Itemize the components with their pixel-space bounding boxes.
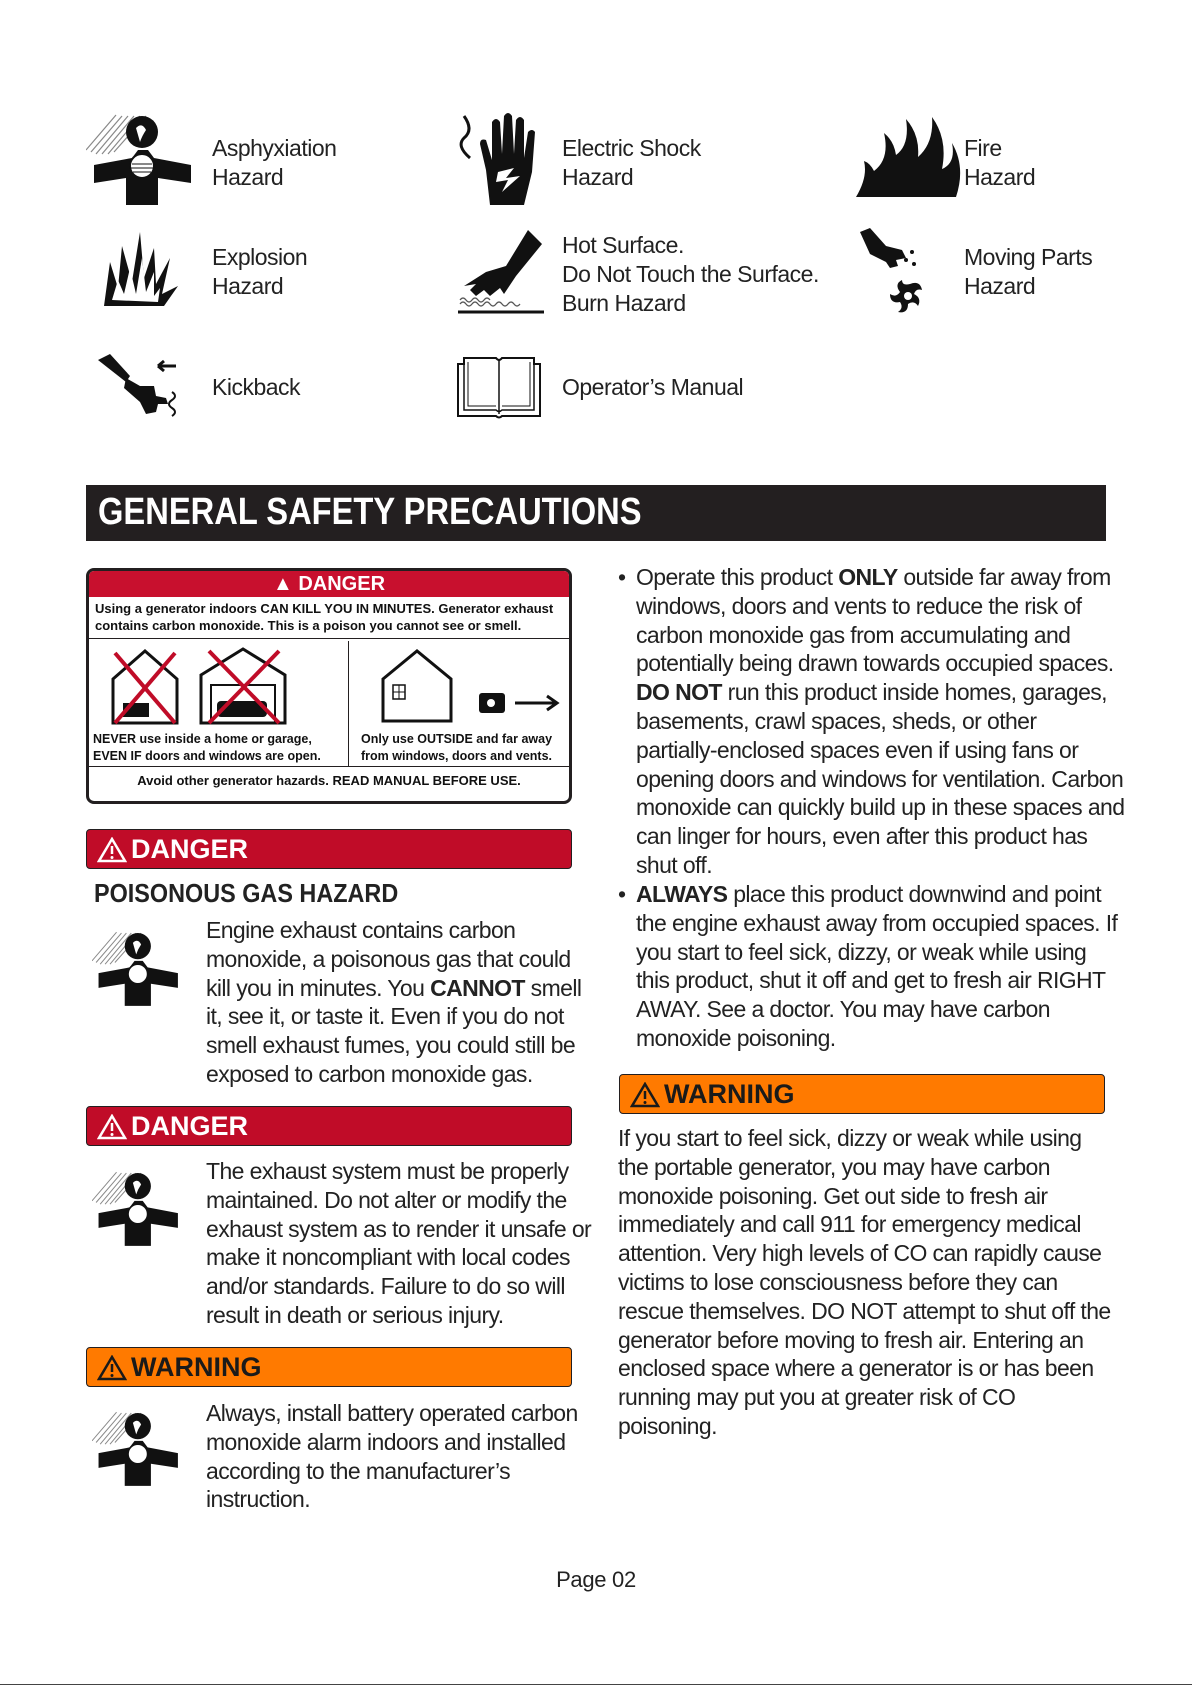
indoor-caption: NEVER use inside a home or garage, EVEN IF doors and windows are open. [93,732,321,763]
hazard-label: Explosion Hazard [212,244,308,299]
warning-signal-bar: WARNING [619,1074,1105,1114]
warning-triangle-icon [630,1082,660,1108]
asphyxiation-icon [92,922,182,1012]
asphyxiation-icon [92,1162,182,1252]
garage-crossed-icon [197,645,289,727]
hazard-label: Electric Shock Hazard [562,135,701,190]
danger-label-header: ▲ DANGER [89,571,569,597]
kickback-icon [96,352,186,422]
outdoor-caption: Only use OUTSIDE and far away from windows, doors and vents. [361,732,553,763]
section-header [86,485,1106,541]
bullet-operate-outside: • Operate this product ONLY outside far away from windows, doors and vents to reduce the risk of carbon monoxide gas from accumulating and potentially being drawn towards occupied spaces. DO NOT run this product inside homes, garages, basements, crawl spaces, sheds, or other partially-enclosed spaces even if using fans or opening doors and windows for ventilation. Carbon monoxide can quickly build up in these spaces and can linger for hours, even after this product has shut off. [618,564,1125,878]
moving-parts-icon [856,226,936,318]
indoor-prohibited-panel [89,641,349,767]
co-poisoning-text: If you start to feel sick, dizzy or weak while using the portable generator, you may have carbon monoxide poisoning. Get out side to fresh air immediately and call 911 for emergency medical attention. Very high levels of CO can rapidly cause victims to lose consciousness before they can rescue themselves. DO NOT attempt to shut off the generator before moving to fresh air. Entering an enclosed space where a generator is or has been running may put you at greater risk of CO poisoning. [618,1125,1111,1439]
hot-surface-icon [456,226,546,316]
generator-arrow-icon [477,685,561,719]
exhaust-system-text: The exhaust system must be properly maintained. Do not alter or modify the exhaust system as to render it unsafe or make it noncompliant with local codes and/or standards. Failure to do so will result in death or serious injury. [206,1158,592,1328]
asphyxiation-icon [92,1402,182,1492]
explosion-icon [100,228,180,308]
hazard-label: Fire Hazard [964,135,1036,190]
danger-signal-bar: DANGER [86,1106,572,1146]
danger-label-panels [89,641,569,767]
danger-label-intro: Using a generator indoors CAN KILL YOU IN MINUTES. Generator exhaust contains carbon monoxide. This is a poison you cannot see or smell. [89,597,569,639]
asphyxiation-icon [86,110,196,205]
poisonous-gas-text: Engine exhaust contains carbon monoxide, a poisonous gas that could kill you in minutes. You CANNOT smell it, see it, or taste it. Even if you do not smell exhaust fumes, you could still be exposed to carbon monoxide gas. [206,917,582,1087]
hazard-label: Asphyxiation Hazard [212,135,337,190]
operators-manual-icon [456,354,542,420]
poisonous-gas-title: POISONOUS GAS HAZARD [94,878,399,908]
hazard-label: Operator’s Manual [562,374,744,400]
fire-icon [846,115,966,197]
electric-shock-icon [458,110,548,205]
danger-label-box [86,568,572,804]
bullet-always-downwind: • ALWAYS place this product downwind and point the engine exhaust away from occupied spaces. If you start to feel sick, dizzy, or weak while using this product, shut it off and get to fresh air RIGHT AWAY. See a doctor. You may have carbon monoxide poisoning. [618,881,1118,1051]
warning-triangle-icon [97,1114,127,1140]
danger-signal-bar: DANGER [86,829,572,869]
page-number: Page 02 [556,1567,636,1592]
co-alarm-text: Always, install battery operated carbon monoxide alarm indoors and installed according to the manufacturer’s instruction. [206,1400,578,1513]
house-icon [379,645,455,725]
hazard-label: Kickback [212,374,301,400]
warning-triangle-icon [97,1355,127,1381]
section-title: GENERAL SAFETY PRECAUTIONS [98,491,642,533]
warning-triangle-icon [97,837,127,863]
hazard-label: Moving Parts Hazard [964,244,1093,299]
warning-signal-bar: WARNING [86,1347,572,1387]
house-crossed-icon [109,645,181,727]
outdoor-use-panel [349,641,569,767]
warning-triangle-icon: ▲ [272,573,293,595]
danger-label-footer: Avoid other generator hazards. READ MANUAL BEFORE USE. [137,773,521,788]
hazard-label: Hot Surface. Do Not Touch the Surface. Burn Hazard [562,232,819,316]
